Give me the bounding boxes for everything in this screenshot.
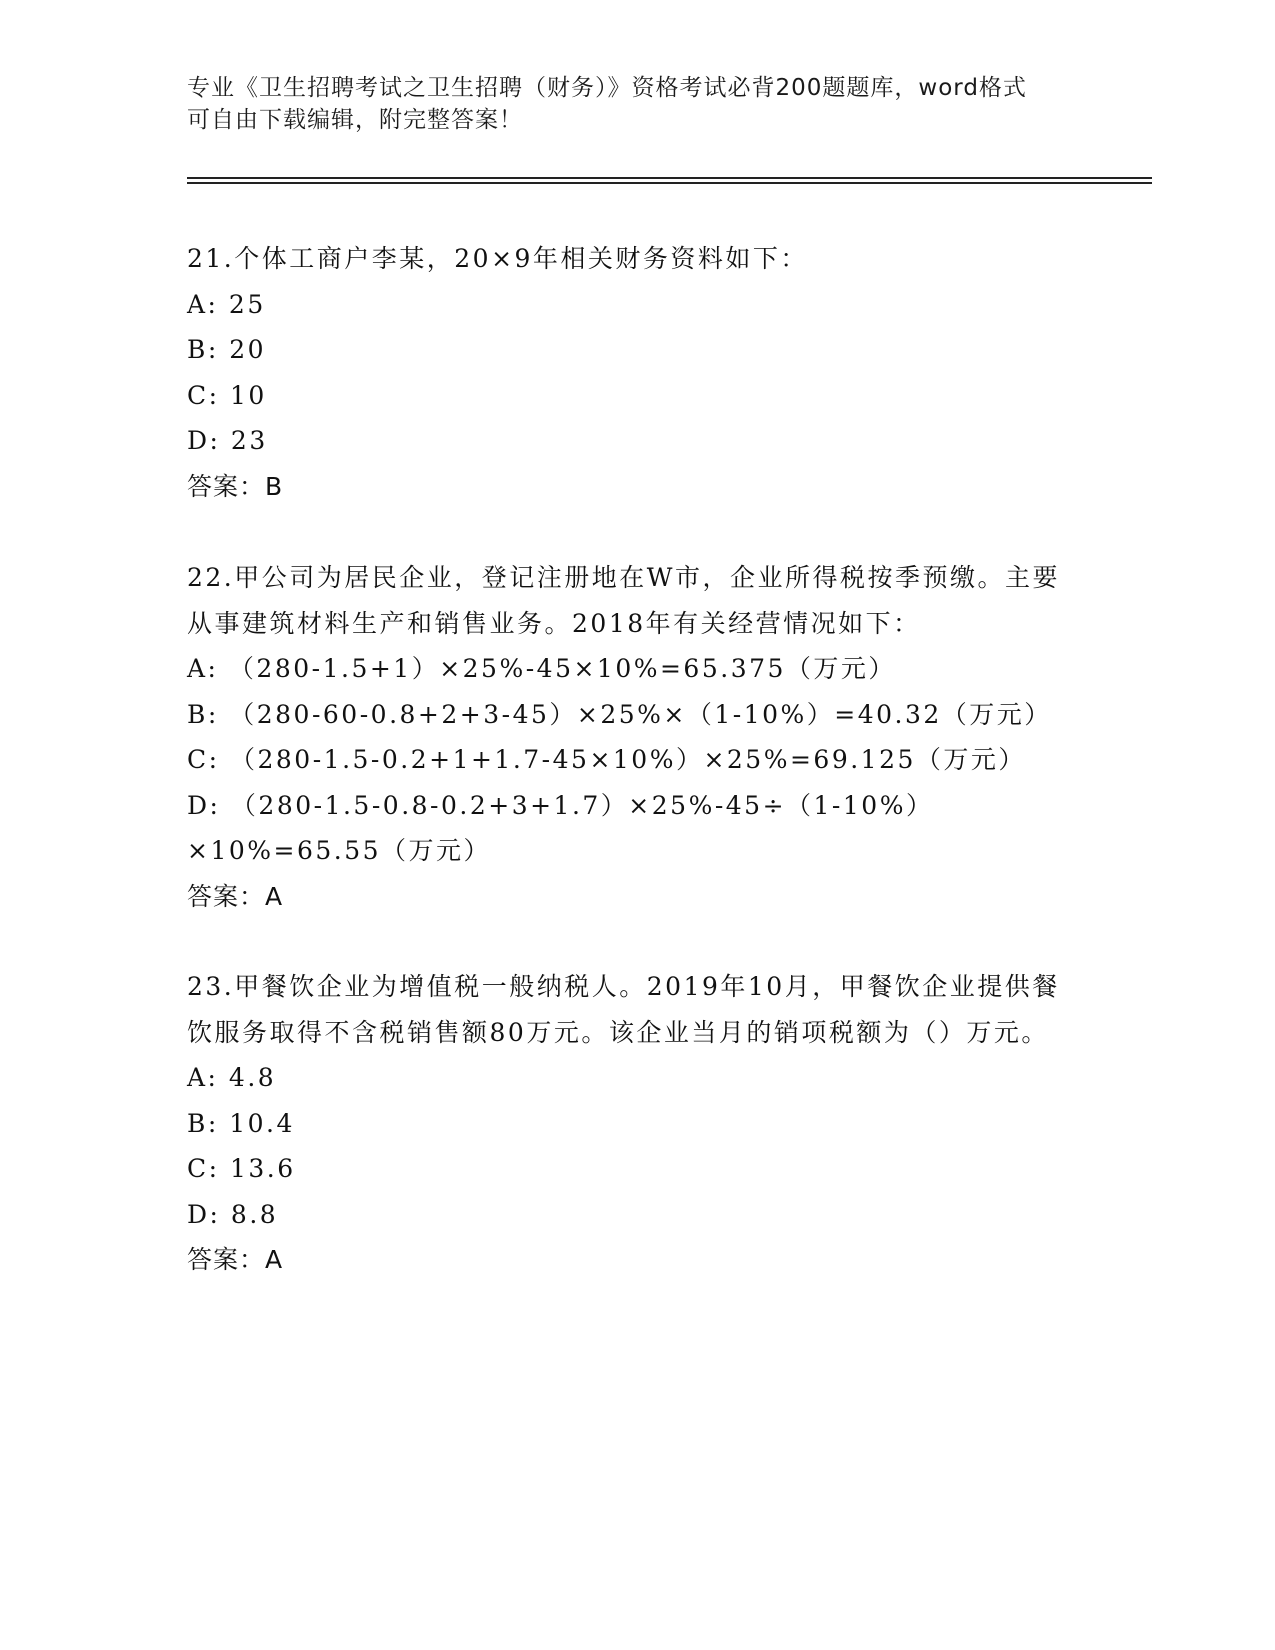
answer: 答案：A (187, 881, 284, 911)
option-d: D: （280-1.5-0.8-0.2+3+1.7）×25%-45÷（1-10%）×10%=65.55（万元） (187, 790, 934, 865)
option-c: C: 10 (187, 380, 267, 410)
question-21 (187, 236, 1067, 509)
option-b: B: （280-60-0.8+2+3-45）×25%×（1-10%）=40.32（万元） (187, 699, 1052, 729)
answer: 答案：A (187, 1245, 284, 1274)
option-d: D: 8.8 (187, 1199, 279, 1229)
header-line-1: 专业《卫生招聘考试之卫生招聘（财务）》资格考试必背200题题库，word格式 (187, 75, 1027, 101)
question-23 (187, 964, 1067, 1283)
header-divider-top (187, 177, 1152, 179)
answer: 答案：B (187, 471, 284, 501)
document-header (187, 72, 1067, 136)
header-divider-bottom (187, 182, 1152, 184)
question-text: 21.个体工商户李某，20×9年相关财务资料如下： (187, 244, 808, 273)
option-b: B: 10.4 (187, 1108, 295, 1138)
question-text: 23.甲餐饮企业为增值税一般纳税人。2019年10月，甲餐饮企业提供餐饮服务取得不含税销售额80万元。该企业当月的销项税额为（）万元。 (187, 972, 1060, 1047)
question-text: 22.甲公司为居民企业，登记注册地在W市，企业所得税按季预缴。主要从事建筑材料生产和销售业务。2018年有关经营情况如下： (187, 563, 1060, 638)
option-b: B: 20 (187, 335, 267, 364)
option-a: A: 25 (187, 289, 266, 319)
option-c: C: （280-1.5-0.2+1+1.7-45×10%）×25%=69.125（万元） (187, 745, 1026, 774)
option-a: A: （280-1.5+1）×25%-45×10%=65.375（万元） (187, 654, 896, 683)
question-22 (187, 555, 1067, 919)
option-c: C: 13.6 (187, 1154, 296, 1183)
option-a: A: 4.8 (187, 1063, 277, 1092)
header-line-2: 可自由下载编辑，附完整答案！ (187, 107, 523, 133)
option-d: D: 23 (187, 426, 268, 455)
